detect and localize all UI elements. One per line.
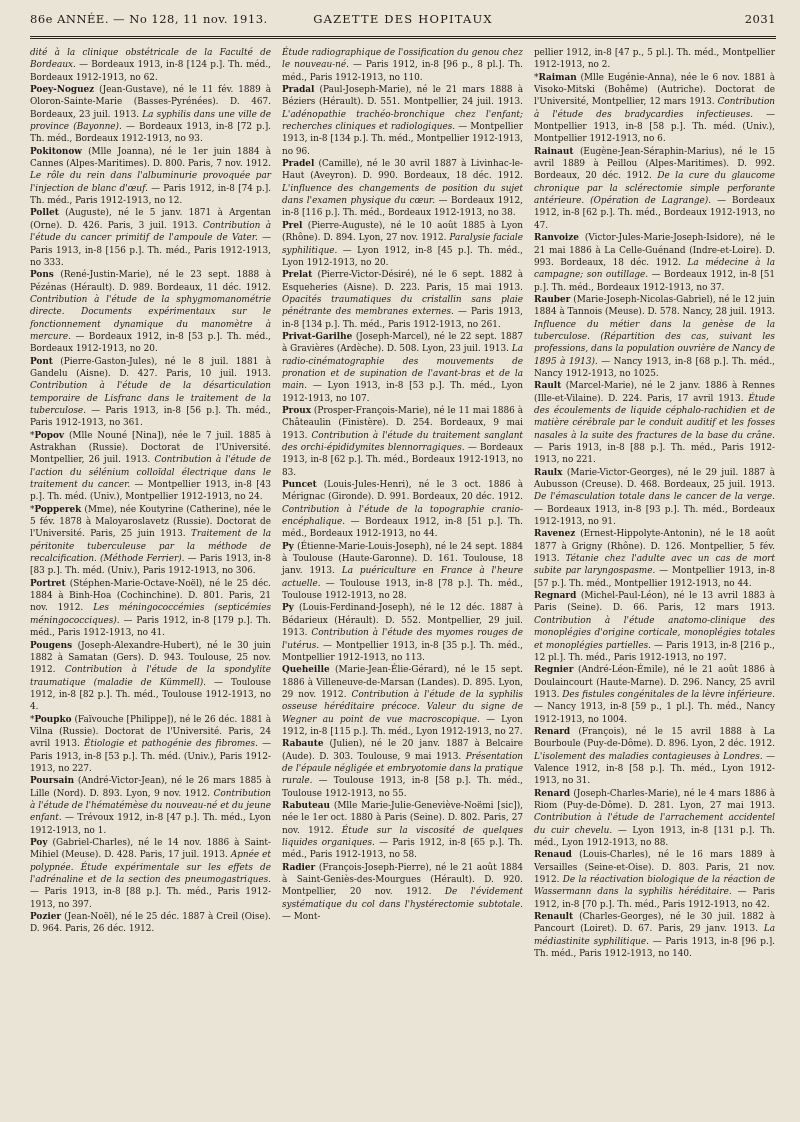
thesis-entry	[30, 47, 271, 84]
issue-info: 86e ANNÉE. — No 128, 11 nov. 1913.	[30, 12, 268, 26]
header-rule-thin	[30, 38, 776, 39]
publication-info: — Paris 1913, in-8 [216 p., 12 pl.]. Th. méd., Paris 1912-1913, no 197.	[534, 640, 775, 663]
publication-info: — Bordeaux 1913, in-8 [93 p.]. Th. méd., Bordeaux 1912-1913, no 91.	[534, 504, 775, 528]
publication-info: — Trévoux 1912, in-8 [47 p.]. Th. méd., Lyon 1912-1913, no 1.	[30, 813, 271, 836]
author-info: (Mlle Nouné [Nina]), née le 7 juil. 1885 à Astrakhan (Russie). Doctorat de l'Université. Montpellier, 26 juil. 1913.	[30, 430, 271, 466]
thesis-title: Traitement de la péritonite tuberculeuse par la méthode de recalcification. (Méthode Ferrier).	[30, 529, 271, 565]
publication-info: — Paris 1912, in-8 [65 p.]. Th. méd., Paris 1912-1913, no 58.	[282, 838, 524, 861]
author-info: (Eugène-Jean-Séraphin-Marius), né le 15 avril 1889 à Peillou (Alpes-Maritimes). D. 992. Bordeaux, 20 déc. 1912.	[534, 146, 775, 182]
publication-info: — Bordeaux 1912, in-8 [53 p.]. Th. méd., Bordeaux 1912-1913, no 20.	[30, 331, 271, 355]
thesis-title: Contribution à l'étude de la syphilis osseuse héréditaire précoce. Valeur du signe de Wegner au point de vue macroscopique.	[282, 689, 523, 725]
thesis-title: Étude radiographique de l'ossification du genou chez le nouveau-né.	[282, 48, 523, 71]
author-info: (Jean-Gustave), né le 11 fév. 1889 à Oloron-Sainte-Marie (Basses-Pyrénées). D. 467. Bordeaux, 23 juil. 1913.	[30, 85, 271, 120]
thesis-title: Apnée et polypnée. Étude expérimentale sur les effets de l'adrénaline et de la section des pneumogastriques.	[30, 850, 271, 886]
thesis-entry	[30, 356, 271, 430]
author-name: Renaud	[534, 850, 572, 861]
author-name: Regnier	[534, 665, 574, 676]
thesis-entry	[534, 849, 775, 911]
author-name: Poursain	[30, 776, 75, 787]
publication-info: — Valence 1912, in-8 [58 p.]. Th. méd., Lyon 1912-1913, no 31.	[534, 751, 775, 787]
thesis-entry	[534, 294, 775, 380]
author-info: (Auguste), né le 5 janv. 1871 à Argentan (Orne). D. 426. Paris, 3 juil. 1913.	[30, 208, 271, 231]
author-name: Pozier	[30, 912, 62, 923]
thesis-title: La médecine à la campagne; son outillage.	[534, 257, 775, 281]
thesis-title: Contribution à l'étude de la sphygmomanométrie directe. Documents expérimentaux sur le fonctionnement dynamique du manomètre à mercure.	[30, 294, 271, 342]
author-info: (Marie-Jean-Élie-Gérard), né le 15 sept. 1886 à Villeneuve-de-Marsan (Landes). D. 895. Lyon, 29 nov. 1912.	[282, 665, 523, 700]
author-name: Raulx	[534, 467, 563, 478]
author-info: (Victor-Jules-Marie-Joseph-Isidore), né le 21 mai 1886 à La Celle-Guénand (Indre-et-Loire). D. 993. Bordeaux, 18 déc. 1912.	[534, 233, 775, 268]
publication-info: — Lyon 1913, in-8 [131 p.]. Th. méd., Lyon 1912-1913, no 88.	[534, 825, 776, 848]
thesis-title: Influence du métier dans la genèse de la tuberculose. (Répartition des cas, suivant les professions, dans la population ouvrière de Nancy de 1895 à 1913).	[534, 319, 775, 367]
thesis-entry	[282, 602, 523, 664]
publication-info: — Paris 1913, in-8 [96 p.]. Th. méd., Paris 1912-1913, no 140.	[534, 936, 775, 960]
author-name: Py	[282, 541, 294, 552]
publication-info: — Montpellier 1913, in-8 [58 p.]. Th. méd. (Univ.), Montpellier 1912-1913, no 6.	[534, 109, 775, 145]
thesis-entry	[282, 862, 523, 924]
author-info: (Pierre-Victor-Désiré), né le 6 sept. 1882 à Esqueheries (Aisne). D. 223. Paris, 15 mai 1913.	[282, 270, 523, 293]
author-name: Proux	[282, 405, 312, 416]
thesis-title: Paralysie faciale syphilitique.	[282, 233, 523, 256]
publication-info: — Paris 1913, in-8 [56 p.]. Th. méd., Paris 1912-1913, no 361.	[30, 405, 271, 429]
thesis-title: La médiastinite syphilitique.	[534, 924, 775, 947]
publication-info: — Paris 1913, in-8 [156 p.]. Th. méd., Paris 1912-1913, no 333.	[30, 233, 271, 268]
thesis-title: Étude sur la viscosité de quelques liquides organiques.	[282, 825, 524, 848]
thesis-entry	[534, 47, 775, 72]
publication-info: — Paris 1913, in-8 [88 p.]. Th. méd., Paris 1912-1913, no 221.	[534, 443, 775, 466]
publication-info: — Nancy 1913, in-8 [68 p.]. Th. méd., Nancy 1912-1913, no 1025.	[534, 356, 775, 379]
thesis-title: Des fistules congénitales de la lèvre inférieure.	[562, 689, 776, 700]
thesis-entry	[282, 479, 523, 541]
publication-info: — Lyon 1913, in-8 [53 p.]. Th. méd., Lyon 1912-1913, no 107.	[282, 381, 523, 404]
entry-mark: *	[30, 430, 35, 441]
author-name: Pradal	[282, 85, 315, 96]
thesis-title: dité à la clinique obstétricale de la Faculté de Bordeaux.	[30, 48, 271, 71]
thesis-entry	[282, 800, 523, 862]
thesis-entry	[534, 146, 775, 232]
author-name: Poey-Noguez	[30, 85, 95, 96]
thesis-entry	[534, 232, 775, 294]
author-name: Prel	[282, 220, 303, 231]
publication-info: — Bordeaux 1913, in-8 [124 p.]. Th. méd., Bordeaux 1912-1913, no 62.	[30, 60, 271, 83]
thesis-entry	[30, 640, 271, 714]
entry-mark: *	[534, 72, 539, 83]
author-name: Renard	[534, 788, 571, 799]
journal-title: GAZETTE DES HOPITAUX	[313, 12, 493, 26]
author-name: Rainaut	[534, 146, 574, 157]
author-info: (Mme), née Koutyrine (Catherine), née le 5 fév. 1878 à Maloyaroslavetz (Russie). Doctorat de l'Université. Paris, 25 juin 1913.	[30, 504, 271, 540]
author-info: (Jean-Noël), né le 25 déc. 1887 à Creil (Oise). D. 964. Paris, 26 déc. 1912.	[30, 912, 271, 935]
thesis-title: De l'émasculation totale dans le cancer de la verge.	[534, 492, 775, 503]
author-info: (Faïvouche [Philippe]), né le 26 déc. 1881 à Vilna (Russie). Doctorat de l'Université. Paris, 24 avril 1913.	[30, 714, 271, 750]
thesis-entry	[30, 578, 271, 640]
author-name: Puncet	[282, 480, 317, 491]
thesis-title: Contribution à l'étude anatomo-clinique des monoplégies d'origine corticale, monoplégies totales et monoplégies partielles.	[534, 615, 775, 651]
thesis-entry	[534, 467, 775, 529]
author-info: (Mlle Marie-Julie-Geneviève-Noëmi [sic]), née le 1er oct. 1880 à Paris (Seine). D. 802. Paris, 27 nov. 1912.	[282, 800, 523, 836]
thesis-entry	[282, 331, 523, 405]
publication-info: — Montpellier 1913, in-8 [35 p.]. Th. méd., Montpellier 1912-1913, no 113.	[282, 640, 523, 663]
thesis-title: Contribution à l'étude de l'arrachement accidentel du cuir chevelu.	[534, 813, 775, 836]
thesis-title: Le rôle du rein dans l'albuminurie provoquée par l'injection de blanc d'œuf.	[30, 171, 271, 194]
author-info: (François-Joseph-Pierre), né le 21 août 1884 à Saint-Geniès-des-Mourgues (Hérault). D. 920. Montpellier, 20 nov. 1912.	[282, 862, 523, 898]
thesis-entry	[534, 590, 775, 664]
author-name: Pokitonow	[30, 146, 82, 157]
thesis-title: Contribution à l'étude du traitement sanglant des orchi-épididymites blennorragiques.	[282, 430, 523, 453]
author-info: (Mlle Eugénie-Anna), née le 6 nov. 1881 à Visoko-Mitski (Bohême) (Autriche). Doctorat de l'Université, Montpellier, 12 mars 1913.	[534, 72, 775, 108]
author-name: Portret	[30, 578, 66, 589]
author-name: Pont	[30, 356, 53, 367]
thesis-entry	[282, 405, 523, 479]
author-info: (Michel-Paul-Léon), né le 13 avril 1883 à Paris (Seine). D. 66. Paris, 12 mars 1913.	[534, 591, 775, 614]
column-2	[282, 47, 523, 960]
publication-info: — Toulouse 1913, in-8 [78 p.]. Th. méd., Toulouse 1912-1913, no 28.	[282, 578, 523, 602]
columns	[30, 47, 776, 960]
thesis-title: Contribution à l'étude de l'action du sélénium colloïdal électrique dans le traitement du cancer.	[30, 455, 271, 491]
publication-info: — Montpellier 1913, in-8 [57 p.]. Th. méd., Montpellier 1912-1913, no 44.	[534, 566, 775, 589]
author-name: Privat-Garilhe	[282, 331, 353, 342]
thesis-entry	[30, 837, 271, 911]
author-info: (Louis-Ferdinand-Joseph), né le 12 déc. 1887 à Bédarieux (Hérault). D. 552. Montpellier, 29 juil. 1913.	[282, 603, 523, 639]
thesis-title: Contribution à l'étude de l'hématémèse du nouveau-né et du jeune enfant.	[30, 788, 271, 824]
author-name: Renard	[534, 726, 571, 737]
publication-info: — Bordeaux 1912, in-8 [116 p.]. Th. méd., Bordeaux 1912-1913, no 38.	[282, 196, 523, 219]
thesis-title: Contribution à l'étude de la topographie cranio-encéphalique.	[282, 504, 523, 528]
publication-info: — Lyon 1912, in-8 [115 p.]. Th. méd., Lyon 1912-1913, no 27.	[282, 714, 523, 737]
author-info: (Stéphen-Marie-Octave-Noël), né le 25 déc. 1884 à Binh-Hoa (Cochinchine). D. 801. Paris, 21 nov. 1912.	[30, 578, 271, 614]
author-name: Ravenez	[534, 529, 576, 540]
publication-info: — Bordeaux 1912, in-8 [51 p.]. Th. méd., Bordeaux 1912-1913, no 44.	[282, 517, 523, 540]
author-name: Queheille	[282, 665, 330, 676]
author-info: (Ernest-Hippolyte-Antonin), né le 18 août 1877 à Grigny (Rhône). D. 126. Montpellier, 5 fév. 1913.	[534, 529, 775, 565]
author-name: Pradel	[282, 159, 315, 170]
entry-mark: *	[30, 714, 35, 725]
thesis-title: Contribution à l'étude des bradycardies infectieuses.	[534, 97, 775, 120]
author-info: (Pierre-Auguste), né le 10 août 1885 à Lyon (Rhône). D. 894. Lyon, 27 nov. 1912.	[282, 220, 523, 244]
thesis-title: Les méningococcémies (septicémies méningococciques).	[30, 603, 271, 626]
author-info: (Marcel-Marie), né le 2 janv. 1886 à Rennes (Ille-et-Vilaine). D. 224. Paris, 17 avril 1913.	[534, 381, 775, 404]
thesis-entry	[282, 664, 523, 738]
thesis-entry	[30, 775, 271, 837]
thesis-entry	[30, 84, 271, 146]
thesis-title: De l'évidement systématique du col dans l'hystérectomie subtotale.	[282, 887, 523, 910]
author-info: (René-Justin-Marie), né le 23 sept. 1888 à Pézénas (Hérault). D. 989. Bordeaux, 11 déc. 1912.	[30, 270, 271, 293]
author-name: Pons	[30, 270, 54, 281]
thesis-title: La syphilis dans une ville de province (Bayonne).	[30, 109, 271, 133]
author-info: (André-Léon-Émile), né le 21 août 1886 à Doulaincourt (Haute-Marne). D. 296. Nancy, 25 avril 1913.	[534, 665, 775, 700]
thesis-entry	[30, 207, 271, 269]
thesis-title: Étude des écoulements de liquide céphalo-rachidien et de matière cérébrale par le conduit auditif et les fosses nasales à la suite des fractures de la base du crâne.	[534, 393, 775, 441]
publication-info: — Paris 1913, in-8 [134 p.]. Th. méd., Paris 1912-1913, no 261.	[282, 307, 523, 330]
author-info: (Prosper-François-Marie), né le 11 mai 1886 à Châteaulin (Finistère). D. 254. Bordeaux, 9 mai 1913.	[282, 405, 523, 441]
thesis-title: Contribution à l'étude de la spondylite traumatique (maladie de Kümmell).	[30, 665, 271, 688]
thesis-entry	[534, 664, 775, 726]
thesis-entry	[534, 911, 775, 960]
publication-info: — Bordeaux 1913, in-8 [72 p.]. Th. méd., Bordeaux 1912-1913, no 93.	[30, 122, 271, 145]
author-name: Radier	[282, 862, 316, 873]
thesis-title: Étiologie et pathogénie des fibromes.	[84, 739, 258, 750]
thesis-entry	[30, 911, 271, 936]
author-name: Poy	[30, 838, 48, 848]
publication-info: — Paris 1912, in-8 [179 p.]. Th. méd., Paris 1912-1913, no 41.	[30, 615, 271, 639]
publication-info: — Paris 1912, in-8 [70 p.]. Th. méd., Paris 1912-1913, no 42.	[534, 887, 775, 910]
thesis-title: La puériculture en France à l'heure actuelle.	[282, 566, 524, 589]
author-name: Rabuteau	[282, 800, 330, 811]
author-info: (François), né le 15 avril 1888 à La Bourboule (Puy-de-Dôme). D. 896. Lyon, 2 déc. 1912.	[534, 726, 775, 750]
thesis-title: Tétanie chez l'adulte avec un cas de mort subite par laryngospasme.	[534, 554, 775, 577]
author-info: (Charles-Georges), né le 30 juil. 1882 à Pancourt (Loiret). D. 67. Paris, 29 janv. 1913.	[534, 912, 775, 935]
column-3	[534, 47, 775, 960]
author-info: (Joseph-Charles-Marie), né le 4 mars 1886 à Riom (Puy-de-Dôme). D. 281. Lyon, 27 mai 1913.	[534, 788, 775, 811]
thesis-entry	[534, 380, 775, 466]
publication-info: — Paris 1913, in-8 [53 p.]. Th. méd. (Univ.), Paris 1912-1913, no 227.	[30, 739, 271, 774]
thesis-entry	[282, 47, 523, 84]
author-name: Regnard	[534, 591, 577, 602]
author-name: Rault	[534, 381, 562, 392]
thesis-title: L'isolement des maladies contagieuses à Londres.	[534, 751, 763, 762]
publication-info: — Montpellier 1913, in-8 [134 p.]. Th. méd., Montpellier 1912-1913, no 96.	[282, 122, 523, 157]
thesis-entry	[282, 158, 523, 220]
author-info: (Gabriel-Charles), né le 14 nov. 1886 à Saint-Mihiel (Meuse). D. 428. Paris, 17 juil. 1913.	[30, 838, 271, 861]
publication-info: — Toulouse 1913, in-8 [58 p.]. Th. méd., Toulouse 1912-1913, no 55.	[282, 776, 523, 799]
author-info: (Étienne-Marie-Louis-Joseph), né le 24 sept. 1884 à Toulouse (Haute-Garonne). D. 161. Toulouse, 18 janv. 1913.	[282, 541, 523, 577]
author-name: Rauber	[534, 294, 571, 305]
entry-mark: *	[30, 504, 35, 515]
publication-info: — Paris 1912, in-8 [96 p., 8 pl.]. Th. méd., Paris 1912-1913, no 110.	[282, 60, 524, 83]
thesis-title: De la réactivation biologique de la réaction de Wassermann dans la syphilis héréditaire.	[534, 875, 775, 898]
author-info: (Marie-Victor-Georges), né le 29 juil. 1887 à Aubusson (Creuse). D. 468. Bordeaux, 25 juil. 1913.	[534, 467, 775, 491]
author-name: Prelat	[282, 270, 313, 281]
author-name: Py	[282, 603, 294, 614]
author-info: (Paul-Joseph-Marie), né le 21 mars 1888 à Béziers (Hérault). D. 551. Montpellier, 24 juil. 1913.	[282, 85, 523, 108]
publication-info: — Paris 1913, in-8 [88 p.]. Th. méd., Paris 1912-1913, no 397.	[30, 887, 271, 910]
author-name: Popov	[34, 430, 65, 441]
author-info: (Joseph-Marcel), né le 22 sept. 1887 à Gravières (Ardèche). D. 508. Lyon, 23 juil. 1913.	[282, 331, 523, 355]
running-header	[30, 12, 776, 34]
column-1	[30, 47, 271, 960]
thesis-entry	[30, 504, 271, 578]
thesis-entry	[30, 430, 271, 504]
author-name: Ranvoize	[534, 233, 579, 244]
publication-info: — Toulouse 1912, in-8 [82 p.]. Th. méd., Toulouse 1912-1913, no 4.	[30, 677, 271, 713]
page-number: 2031	[744, 12, 776, 26]
thesis-title: La radio-cinématographie des mouvements de pronation et de supination de l'avant-bras et de la main.	[282, 344, 523, 392]
publication-info: — Mont-	[282, 912, 321, 923]
thesis-title: De la cure du glaucome chronique par la sclérectomie simple perforante antérieure. (Opération de Lagrange).	[534, 171, 775, 207]
thesis-entry	[282, 738, 523, 800]
author-name: Rabaute	[282, 739, 324, 750]
thesis-entry	[282, 84, 523, 158]
author-name: Pougens	[30, 640, 73, 651]
author-info: (Marie-Joseph-Nicolas-Gabriel), né le 12 juin 1884 à Tannois (Meuse). D. 578. Nancy, 28 juil. 1913.	[534, 294, 776, 318]
thesis-title: Contribution à l'étude du cancer primitif de l'ampoule de Vater.	[30, 220, 271, 244]
publication-info: — Bordeaux 1913, in-8 [62 p.]. Th. méd., Bordeaux 1912-1913, no 83.	[282, 443, 523, 478]
author-info: (Joseph-Alexandre-Hubert), né le 30 juin 1882 à Samatan (Gers). D. 943. Toulouse, 25 nov. 1912.	[30, 640, 271, 676]
header-rule	[30, 36, 776, 37]
thesis-title: Présentation de l'épaule négligée et embryotomie dans la pratique rurale.	[282, 751, 523, 787]
author-info: (Pierre-Gaston-Jules), né le 8 juil. 1881 à Gandelu (Aisne). D. 427. Paris, 10 juil. 1913.	[30, 356, 271, 379]
publication-info: — Montpellier 1913, in-8 [43 p.]. Th. méd. (Univ.), Montpellier 1912-1913, no 24.	[30, 480, 271, 503]
author-name: Popperek	[34, 504, 82, 515]
thesis-entry	[282, 541, 523, 603]
thesis-entry	[282, 269, 523, 331]
publication-info: — Paris 1913, in-8 [83 p.]. Th. méd. (Univ.), Paris 1912-1913, no 306.	[30, 554, 271, 577]
thesis-entry	[534, 788, 775, 850]
author-info: (André-Victor-Jean), né le 26 mars 1885 à Lille (Nord). D. 893. Lyon, 9 nov. 1912.	[30, 776, 271, 799]
publication-info: pellier 1912, in-8 [47 p., 5 pl.]. Th. méd., Montpellier 1912-1913, no 2.	[534, 48, 775, 71]
author-info: (Camille), né le 30 avril 1887 à Livinhac-le-Haut (Aveyron). D. 990. Bordeaux, 18 déc. 1912.	[282, 159, 523, 182]
thesis-title: Contribution à l'étude de la désarticulation temporaire de Lisfranc dans le traitement de la tuberculose.	[30, 381, 271, 416]
author-name: Pollet	[30, 208, 59, 219]
publication-info: — Paris 1912, in-8 [74 p.]. Th. méd., Paris 1912-1913, no 12.	[30, 183, 271, 207]
thesis-title: Opacités traumatiques du cristallin sans plaie pénétrante des membranes externes.	[282, 294, 523, 318]
thesis-title: L'influence des changements de position du sujet dans l'examen physique du cœur.	[282, 183, 523, 207]
author-info: (Mlle Joanna), né le 1er juin 1884 à Cannes (Alpes-Maritimes). D. 800. Paris, 7 nov. 1912.	[30, 146, 271, 170]
thesis-title: L'adénopathie trachéo-bronchique chez l'enfant; recherches cliniques et radiologiques.	[282, 109, 523, 133]
publication-info: — Bordeaux 1912, in-8 [51 p.]. Th. méd., Bordeaux 1912-1913, no 37.	[534, 270, 775, 293]
thesis-entry	[534, 726, 775, 788]
author-info: (Louis-Charles), né le 16 mars 1889 à Versailles (Seine-et-Oise). D. 803. Paris, 21 nov. 1912.	[534, 850, 775, 886]
author-info: (Louis-Jules-Henri), né le 3 oct. 1886 à Mérignac (Gironde). D. 991. Bordeaux, 20 déc. 1912.	[282, 480, 523, 503]
thesis-entry	[30, 146, 271, 208]
author-info: (Julien), né le 20 janv. 1887 à Belcaire (Aude). D. 303. Toulouse, 9 mai 1913.	[282, 739, 523, 762]
author-name: Raiman	[538, 72, 577, 83]
thesis-entry	[534, 528, 775, 590]
author-name: Renault	[534, 912, 574, 923]
thesis-entry	[30, 714, 271, 776]
thesis-entry	[534, 72, 775, 146]
author-name: Poupko	[34, 714, 72, 725]
thesis-entry	[30, 269, 271, 355]
thesis-entry	[282, 220, 523, 269]
publication-info: — Nancy 1913, in-8 [59 p., 1 pl.]. Th. méd., Nancy 1912-1913, no 1004.	[534, 702, 775, 725]
thesis-title: Contribution à l'étude des myomes rouges de l'utérus.	[282, 628, 523, 651]
publication-info: — Lyon 1912, in-8 [45 p.]. Th. méd., Lyon 1912-1913, no 20.	[282, 245, 523, 268]
publication-info: — Bordeaux 1912, in-8 [62 p.]. Th. méd., Bordeaux 1912-1913, no 47.	[534, 196, 775, 231]
